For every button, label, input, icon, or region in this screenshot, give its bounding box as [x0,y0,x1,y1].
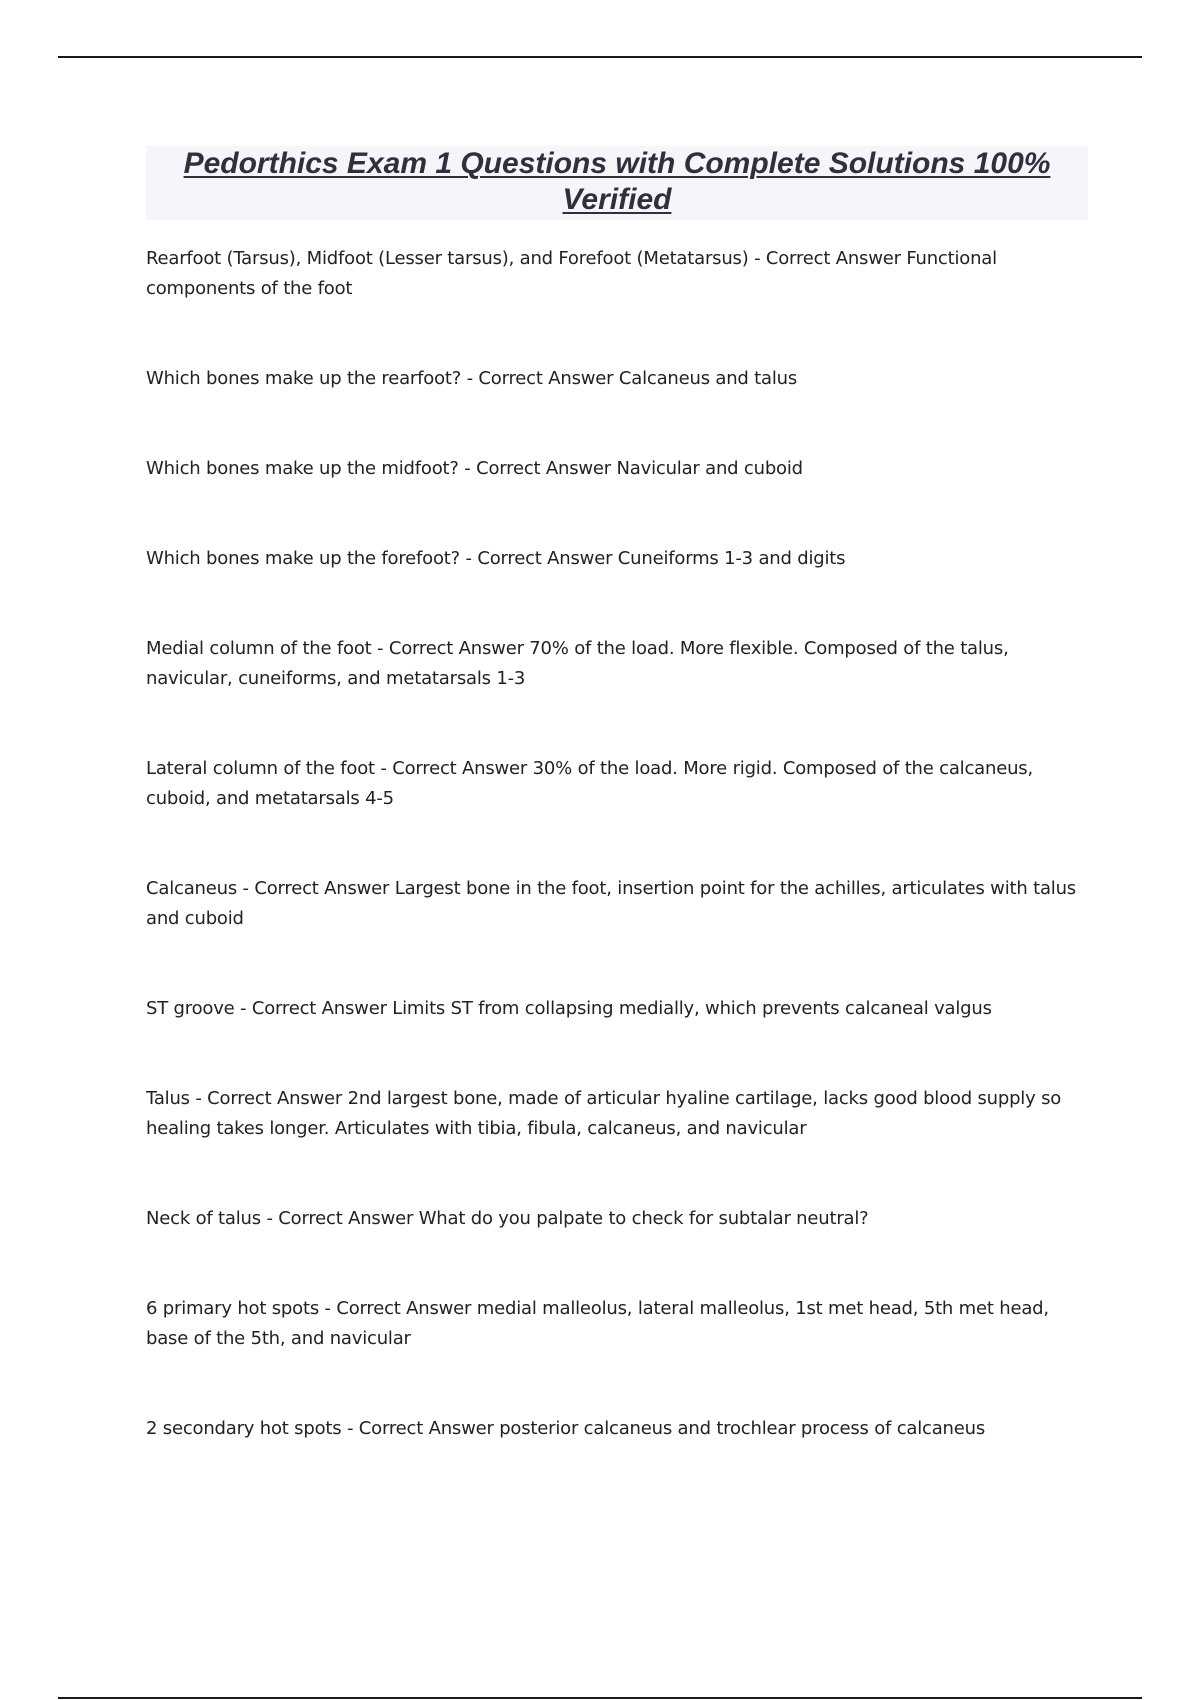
qa-item: Rearfoot (Tarsus), Midfoot (Lesser tarsus), and Forefoot (Metatarsus) - Correct Answer Functional components of the foot [146,248,997,299]
title-block [146,146,1088,220]
qa-item: Lateral column of the foot - Correct Answer 30% of the load. More rigid. Composed of the calcaneus, cuboid, and metatarsals 4-5 [146,758,1034,809]
qa-item: 2 secondary hot spots - Correct Answer posterior calcaneus and trochlear process of calcaneus [146,1418,986,1439]
top-divider [58,56,1142,58]
qa-item: Which bones make up the forefoot? - Correct Answer Cuneiforms 1-3 and digits [146,548,846,569]
qa-item: Talus - Correct Answer 2nd largest bone, made of articular hyaline cartilage, lacks good blood supply so healing takes longer. Articulates with tibia, fibula, calcaneus, and navicular [146,1088,1062,1139]
qa-item: Neck of talus - Correct Answer What do you palpate to check for subtalar neutral? [146,1208,869,1229]
qa-item: Which bones make up the midfoot? - Correct Answer Navicular and cuboid [146,458,803,479]
qa-list [146,244,1086,1504]
qa-item: Medial column of the foot - Correct Answer 70% of the load. More flexible. Composed of the talus, navicular, cuneiforms, and metatarsals 1-3 [146,638,1009,689]
qa-item: 6 primary hot spots - Correct Answer medial malleolus, lateral malleolus, 1st met head, 5th met head, base of the 5th, and navicular [146,1298,1049,1349]
qa-item: Calcaneus - Correct Answer Largest bone in the foot, insertion point for the achilles, articulates with talus and cuboid [146,878,1076,929]
qa-item: ST groove - Correct Answer Limits ST from collapsing medially, which prevents calcaneal valgus [146,998,992,1019]
bottom-divider [58,1697,1142,1699]
qa-item: Which bones make up the rearfoot? - Correct Answer Calcaneus and talus [146,368,798,389]
page-title: Pedorthics Exam 1 Questions with Complete Solutions 100% Verified [183,147,1051,216]
